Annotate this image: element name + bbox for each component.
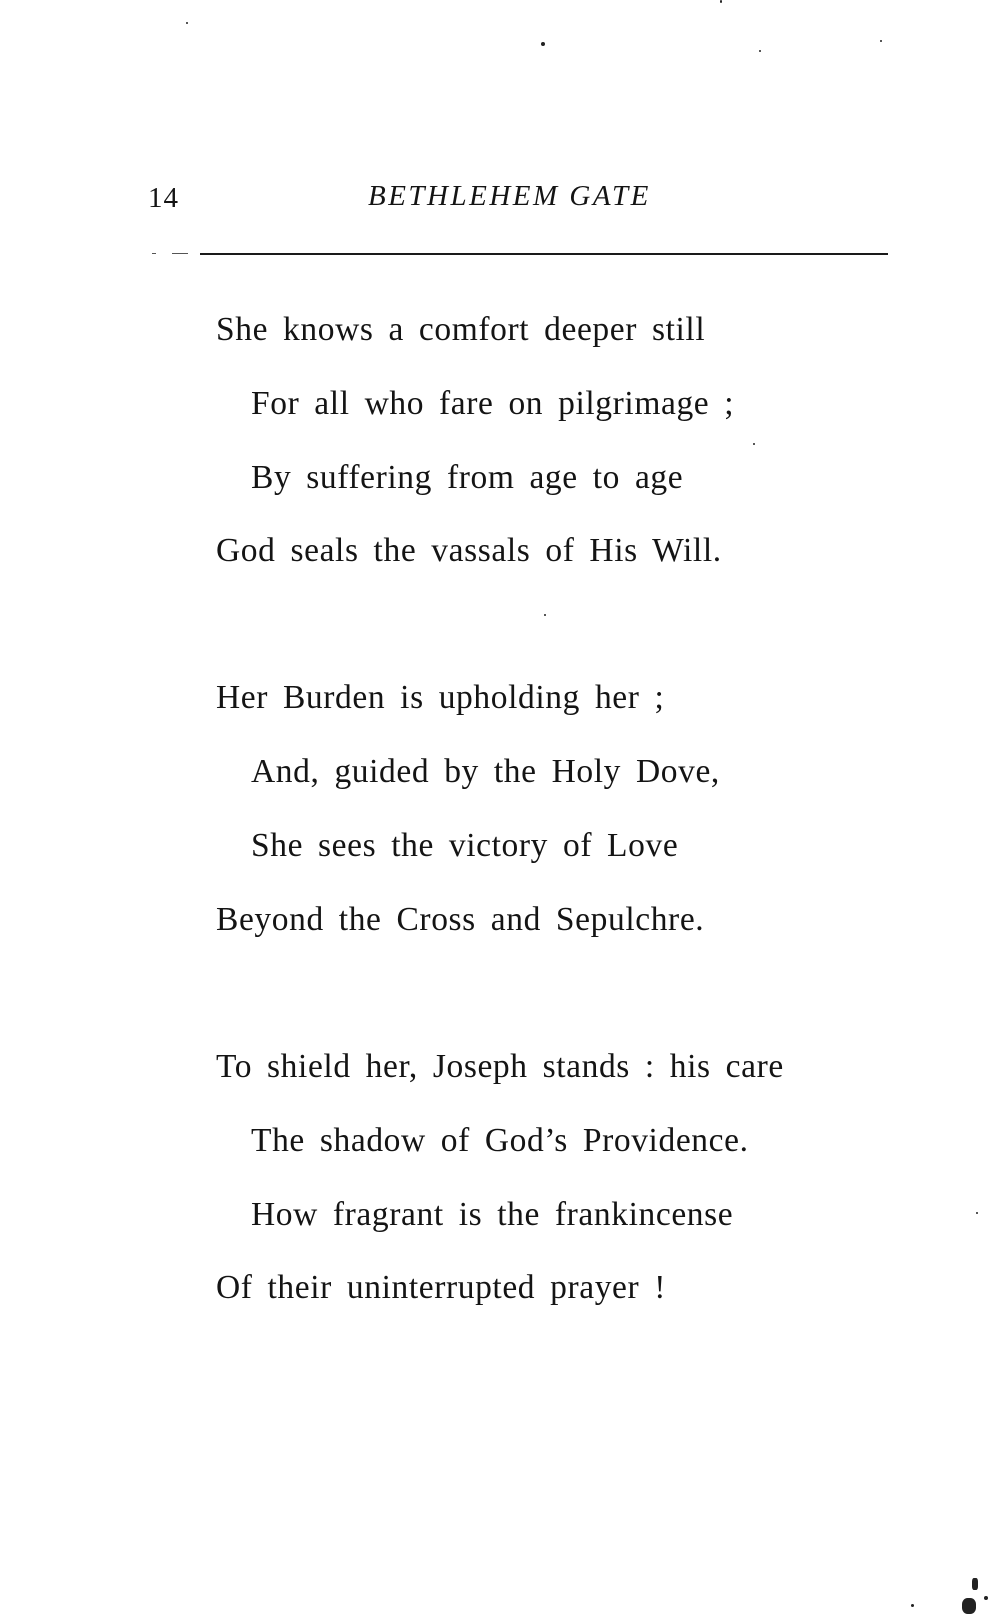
verse-line: God seals the vassals of His Will. bbox=[216, 532, 722, 569]
scan-speck bbox=[720, 0, 722, 3]
verse-line: And, guided by the Holy Dove, bbox=[251, 753, 720, 790]
scan-speck bbox=[753, 443, 755, 445]
page-number: 14 bbox=[148, 182, 179, 214]
verse-line: She sees the victory of Love bbox=[251, 827, 679, 864]
scan-speck bbox=[962, 1598, 976, 1614]
verse-line: The shadow of God’s Providence. bbox=[251, 1122, 749, 1159]
scan-speck bbox=[541, 42, 545, 46]
header-rule-fragment bbox=[152, 253, 156, 254]
verse-line: How fragrant is the frankincense bbox=[251, 1196, 734, 1233]
scan-speck bbox=[186, 22, 188, 24]
scan-speck bbox=[759, 50, 761, 52]
scan-speck bbox=[880, 40, 882, 42]
verse-line: To shield her, Joseph stands : his care bbox=[216, 1048, 784, 1085]
scan-speck bbox=[984, 1596, 988, 1600]
verse-line: For all who fare on pilgrimage ; bbox=[251, 385, 735, 422]
scan-speck bbox=[972, 1578, 978, 1590]
header-rule bbox=[200, 253, 888, 255]
verse-line: Of their uninterrupted prayer ! bbox=[216, 1269, 667, 1306]
header-rule-fragment bbox=[172, 253, 188, 254]
verse-line: She knows a comfort deeper still bbox=[216, 311, 706, 348]
scan-speck bbox=[911, 1604, 914, 1607]
verse-line: Her Burden is upholding her ; bbox=[216, 679, 665, 716]
verse-line: By suffering from age to age bbox=[251, 459, 684, 496]
running-title: BETHLEHEM GATE bbox=[368, 180, 651, 212]
scan-speck bbox=[976, 1212, 978, 1214]
scan-speck bbox=[544, 614, 546, 616]
verse-line: Beyond the Cross and Sepulchre. bbox=[216, 901, 705, 938]
